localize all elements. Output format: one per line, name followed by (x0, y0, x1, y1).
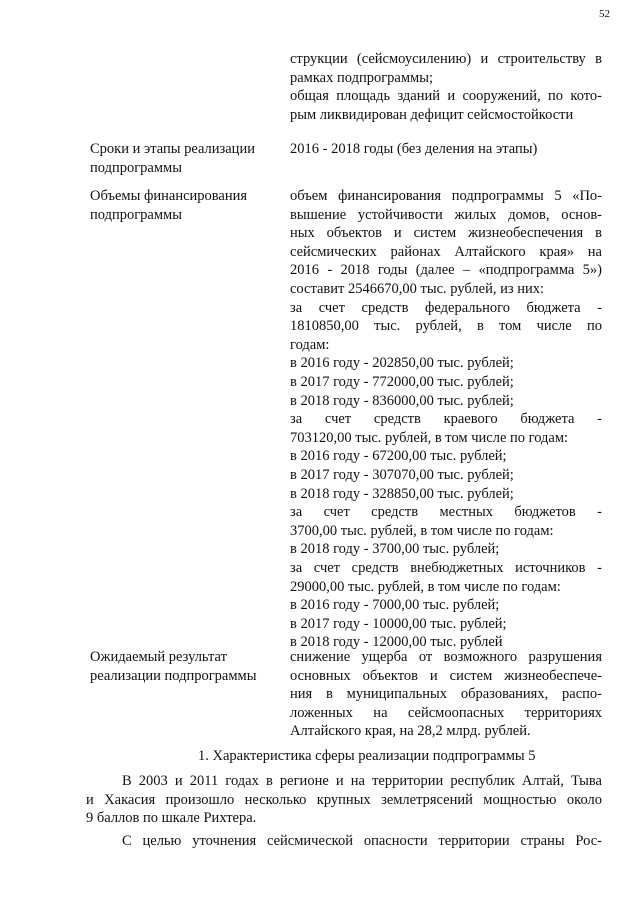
row-value-line: 3700,00 тыс. рублей, в том числе по годам: (290, 522, 554, 539)
row-label-line: подпрограммы (90, 159, 182, 176)
row-value-line: в 2016 году - 202850,00 тыс. рублей; (290, 355, 514, 372)
row-label-line: Объемы финансирования (90, 188, 248, 204)
paragraph-line: С целью уточнения сейсмической опасности территории страны Рос- (122, 833, 602, 849)
row-value-line: вышение устойчивости жилых домов, основ- (290, 206, 602, 223)
row-value-line: составит 2546670,00 тыс. рублей, из них: (290, 281, 544, 297)
row-value-line: Алтайского края, на 28,2 млрд. рублей. (290, 723, 531, 740)
row-value-line: за счет средств внебюджетных источников - (290, 560, 602, 576)
continuation-line: общая площадь зданий и сооружений, по кото- (290, 88, 602, 105)
row-value-line: снижение ущерба от возможного разрушения (290, 649, 602, 665)
row-label-line: Сроки и этапы реализации (90, 141, 255, 157)
continuation-line: струкции (сейсмоусилению) и строительству в (290, 51, 602, 67)
row-value-line: сейсмических районах Алтайского края» на (290, 243, 602, 260)
row-value-line: 2016 - 2018 годы (без деления на этапы) (290, 141, 538, 157)
continuation-line: рамках подпрограммы; (290, 69, 433, 86)
paragraph-line: 9 баллов по шкале Рихтера. (86, 810, 257, 827)
row-value-line: объем финансирования подпрограммы 5 «По- (290, 188, 602, 204)
row-value-line: в 2016 году - 7000,00 тыс. рублей; (290, 597, 500, 614)
row-value-line: ных объектов и систем жизнеобеспечения в (290, 225, 602, 242)
row-value-line: 2016 - 2018 годы (далее – «подпрограмма 5») (290, 262, 602, 279)
paragraph (86, 832, 602, 851)
row-value-line: в 2017 году - 307070,00 тыс. рублей; (290, 467, 514, 483)
row-value-line: в 2018 году - 3700,00 тыс. рублей; (290, 541, 500, 558)
row-value-line: в 2018 году - 328850,00 тыс. рублей; (290, 485, 514, 502)
row-value-line: 1810850,00 тыс. рублей, в том числе по (290, 318, 602, 335)
section-heading: 1. Характеристика сферы реализации подпрограммы 5 (198, 748, 536, 764)
row-label-line: Ожидаемый результат (90, 649, 227, 665)
continuation-line: рым ликвидирован дефицит сейсмостойкости (290, 106, 574, 123)
row-value-line: за счет средств краевого бюджета - (290, 411, 602, 428)
row-value-line: в 2016 году - 67200,00 тыс. рублей; (290, 448, 507, 465)
row-label-line: подпрограммы (90, 206, 182, 223)
row-value-line: за счет средств федерального бюджета - (290, 299, 602, 316)
paragraph (86, 772, 602, 828)
paragraph-line: В 2003 и 2011 годах в регионе и на территории республик Алтай, Тыва (122, 773, 602, 789)
row-value-line: 29000,00 тыс. рублей, в том числе по годам: (290, 578, 561, 595)
row-value-line: в 2017 году - 10000,00 тыс. рублей; (290, 615, 507, 632)
page-number: 52 (599, 8, 610, 20)
row-value-line: в 2018 году - 12000,00 тыс. рублей (290, 634, 503, 651)
row-value-line: годам: (290, 336, 330, 353)
row-value-line: в 2017 году - 772000,00 тыс. рублей; (290, 374, 514, 390)
paragraph-line: и Хакасия произошло несколько крупных землетрясений мощностью около (86, 791, 602, 808)
row-value-line: в 2018 году - 836000,00 тыс. рублей; (290, 392, 514, 409)
row-value-line: 703120,00 тыс. рублей, в том числе по годам: (290, 429, 569, 446)
row-value-line: ния в муниципальных образованиях, распо- (290, 686, 602, 703)
row-value-line: ложенных на сейсмоопасных территориях (290, 704, 602, 721)
row-label-line: реализации подпрограммы (90, 667, 257, 684)
row-value-line: основных объектов и систем жизнеобеспече- (290, 667, 602, 684)
row-value-line: за счет средств местных бюджетов - (290, 504, 602, 521)
